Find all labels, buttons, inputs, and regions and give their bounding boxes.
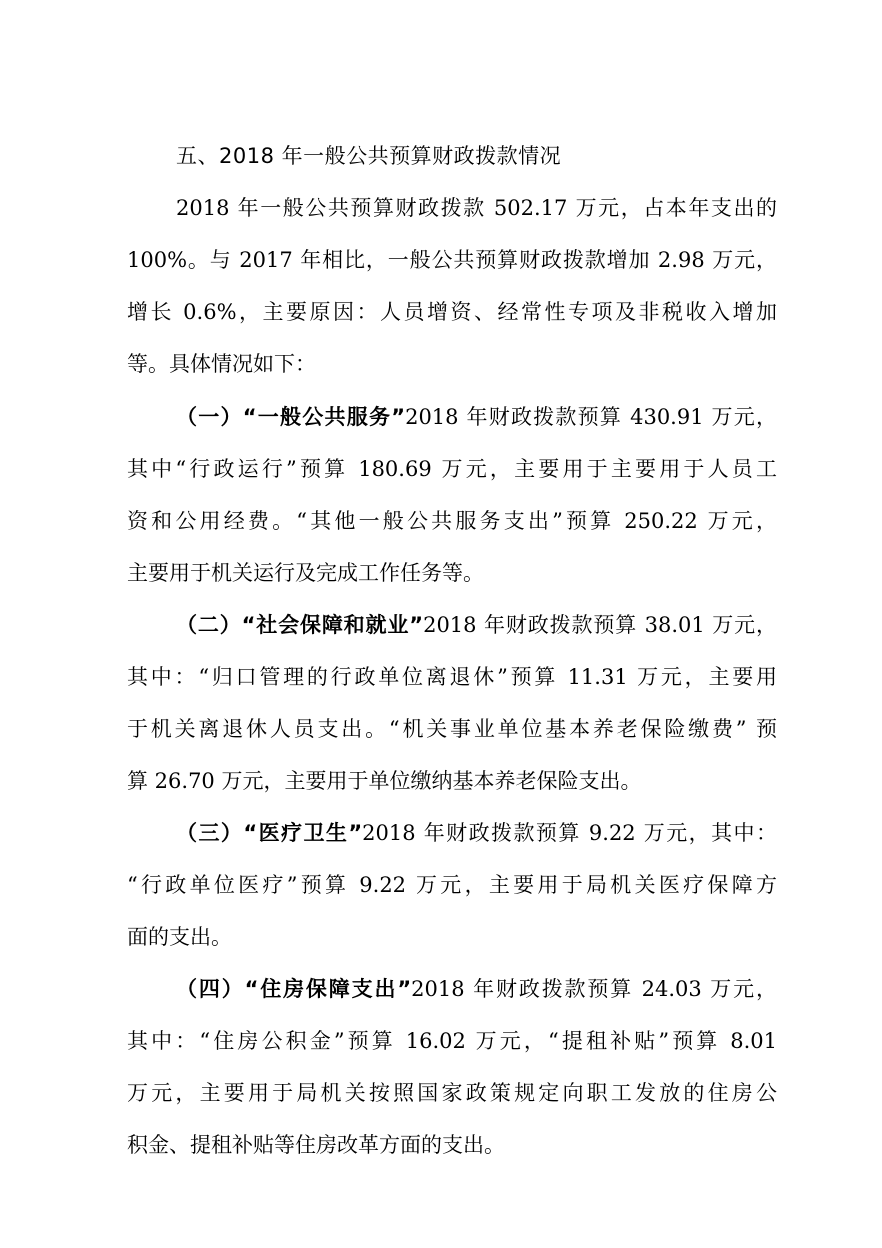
intro-line: 2018 年一般公共预算财政拨款 502.17 万元，占本年支出的 [176,196,777,220]
item-1-text: 2018 年财政拨款预算 430.91 万元， [405,405,777,429]
item-4-first-line [176,974,777,1004]
item-4-line: 其中：“住房公积金”预算 16.02 万元，“提租补贴”预算 8.01 [127,1029,777,1053]
item-1-line: 主要用于机关运行及完成工作任务等。 [127,561,484,585]
item-2-label: （二）“社会保障和就业” [176,613,424,637]
item-4-text: 2018 年财政拨款预算 24.03 万元， [411,977,777,1001]
intro-line: 增长 0.6%，主要原因：人员增资、经常性专项及非税收入增加 [127,300,777,324]
item-1-label: （一）“一般公共服务” [176,405,406,429]
item-4-label: （四）“住房保障支出” [176,977,412,1001]
item-3-text: 2018 年财政拨款预算 9.22 万元，其中： [362,821,777,845]
item-4-line: 积金、提租补贴等住房改革方面的支出。 [127,1133,505,1157]
item-1-line: 资和公用经费。“其他一般公共服务支出”预算 250.22 万元， [127,509,777,533]
item-2-line: 于机关离退休人员支出。“机关事业单位基本养老保险缴费” 预 [127,717,777,741]
item-3-line: “行政单位医疗”预算 9.22 万元，主要用于局机关医疗保障方 [127,873,777,897]
item-2-text: 2018 年财政拨款预算 38.01 万元， [423,613,777,637]
item-3-label: （三）“医疗卫生” [176,821,363,845]
item-3-first-line [176,818,777,848]
item-4-line: 万元，主要用于局机关按照国家政策规定向职工发放的住房公 [127,1081,777,1105]
item-2-line: 算 26.70 万元，主要用于单位缴纳基本养老保险支出。 [127,769,642,793]
item-2-first-line [176,610,777,640]
intro-line: 等。具体情况如下： [127,352,316,376]
item-2-line: 其中：“归口管理的行政单位离退休”预算 11.31 万元，主要用 [127,665,777,689]
item-3-line: 面的支出。 [127,925,232,949]
intro-line: 100%。与 2017 年相比，一般公共预算财政拨款增加 2.98 万元， [127,248,777,272]
section-heading: 五、2018 年一般公共预算财政拨款情况 [176,144,562,168]
item-1-first-line [176,402,777,432]
item-1-line: 其中“行政运行”预算 180.69 万元，主要用于主要用于人员工 [127,457,777,481]
